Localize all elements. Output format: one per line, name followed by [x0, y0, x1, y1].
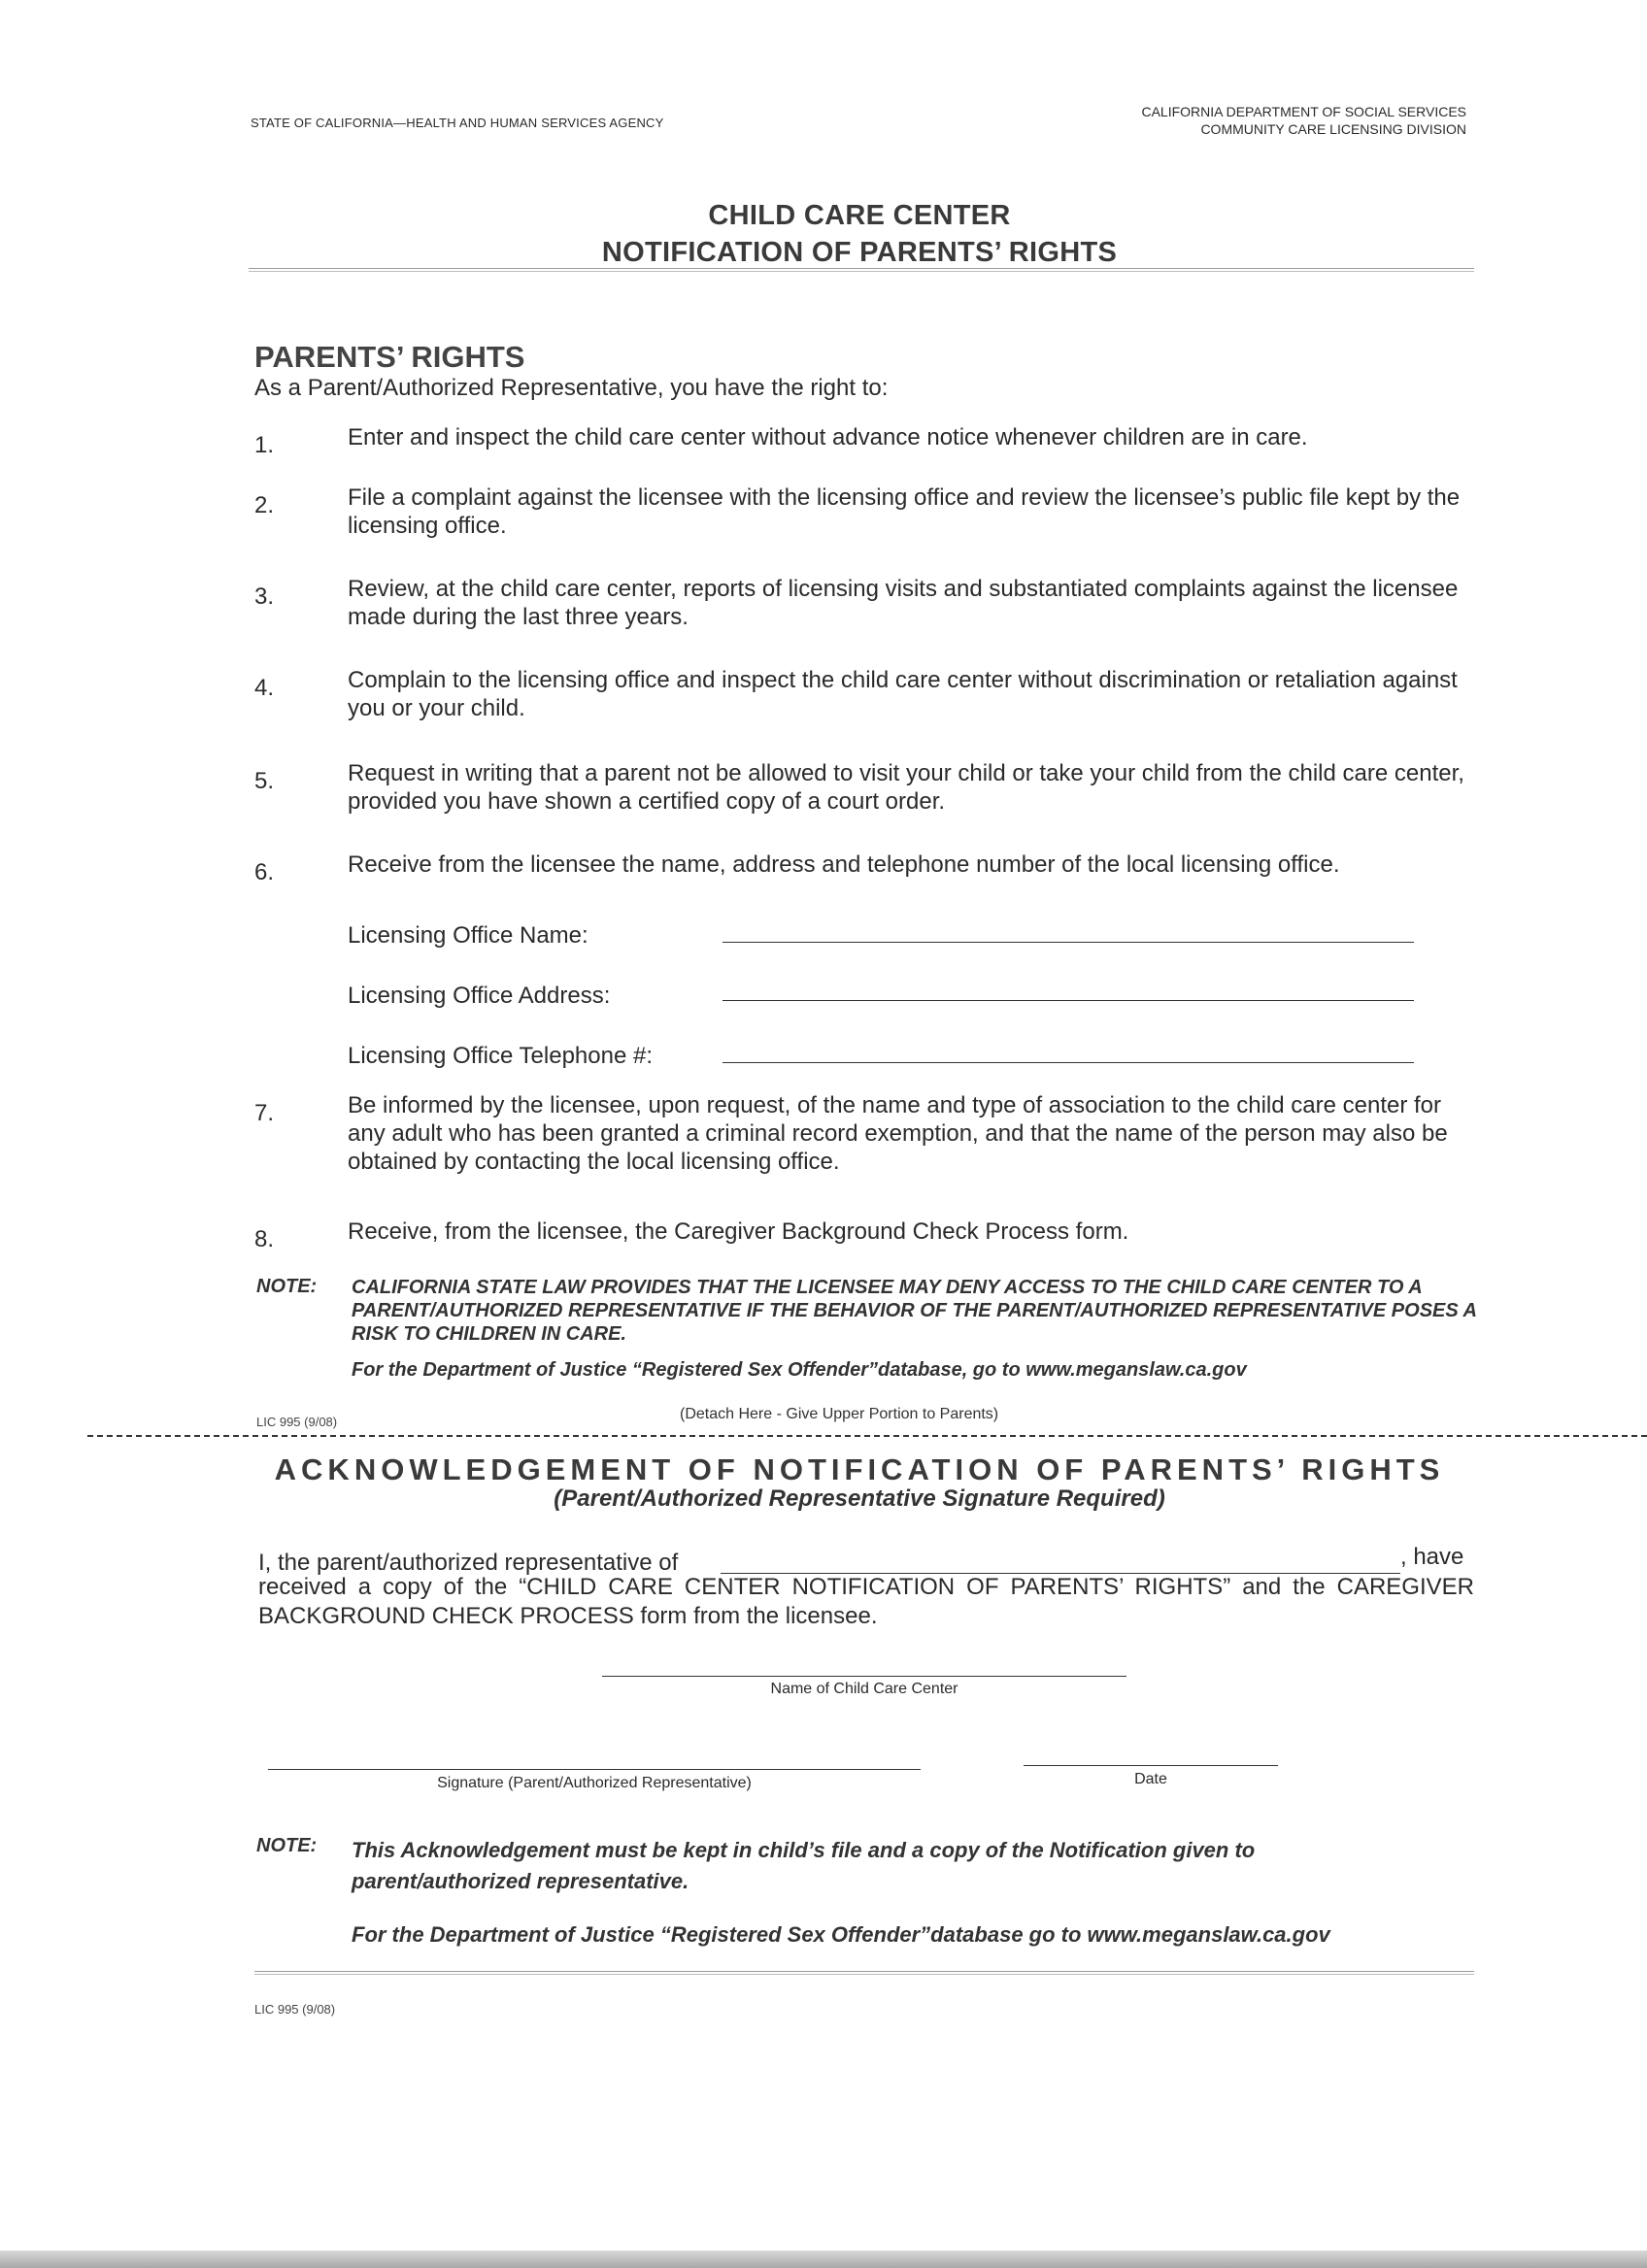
office-phone-field[interactable] [723, 1062, 1414, 1063]
agency-name: STATE OF CALIFORNIA—HEALTH AND HUMAN SERVICES AGENCY [251, 116, 664, 130]
item-text: Review, at the child care center, reports of licensing visits and substantiated complaints against the licensee made during the last three years. [348, 576, 1459, 630]
item-text: Receive from the licensee the name, address and telephone number of the local licensing office. [348, 851, 1340, 878]
item-number: 1. [254, 432, 275, 458]
document-title-line-2: NOTIFICATION OF PARENTS’ RIGHTS [601, 237, 1118, 268]
item-number: 4. [254, 675, 275, 701]
center-name-caption: Name of Child Care Center [770, 1681, 958, 1697]
item-text: Complain to the licensing office and inspect the child care center without discrimination or retaliation against you or your child. [348, 667, 1458, 721]
item-number: 8. [254, 1226, 275, 1252]
doj-notice: For the Department of Justice “Registered Sex Offender”database go to www.meganslaw.ca.gov [352, 1922, 1330, 1947]
acknowledgement-start: I, the parent/authorized representative of [258, 1550, 679, 1576]
acknowledgement-text: received a copy of the “CHILD CARE CENTER NOTIFICATION OF PARENTS’ RIGHTS” and the CAREGIVER BACKGROUND CHECK PROCESS form from the licensee. [258, 1574, 1474, 1629]
office-name-label: Licensing Office Name: [348, 922, 588, 949]
office-phone-label: Licensing Office Telephone #: [348, 1043, 654, 1069]
note-label: NOTE: [256, 1835, 318, 1856]
item-text: Be informed by the licensee, upon request, of the name and type of association to the child care center for any adult who has been granted a criminal record exemption, and that the name of the person may also be obtained by contacting the local licensing office. [348, 1092, 1448, 1175]
item-number: 2. [254, 492, 275, 518]
item-number: 7. [254, 1100, 275, 1126]
item-number: 3. [254, 584, 275, 610]
office-address-label: Licensing Office Address: [348, 983, 611, 1009]
footer-form-id: LIC 995 (9/08) [254, 2002, 336, 2017]
section-heading: PARENTS’ RIGHTS [254, 340, 525, 374]
date-field[interactable] [1024, 1765, 1278, 1766]
title-rule [249, 268, 1474, 272]
item-number: 6. [254, 859, 275, 885]
note-text: This Acknowledgement must be kept in child’s file and a copy of the Notification given to parent/authorized representative. [352, 1838, 1256, 1893]
footer-rule [254, 1971, 1474, 1975]
department-line-2: COMMUNITY CARE LICENSING DIVISION [1200, 121, 1466, 137]
doj-notice: For the Department of Justice “Registered Sex Offender”database, go to www.meganslaw.ca.gov [352, 1359, 1247, 1381]
acknowledgement-title: ACKNOWLEDGEMENT OF NOTIFICATION OF PARENTS’ RIGHTS [274, 1452, 1445, 1486]
item-text: Receive, from the licensee, the Caregiver Background Check Process form. [348, 1218, 1129, 1245]
office-name-field[interactable] [723, 942, 1414, 943]
department-line-1: CALIFORNIA DEPARTMENT OF SOCIAL SERVICES [1141, 104, 1466, 119]
center-name-field[interactable] [602, 1676, 1126, 1677]
document-title-line-1: CHILD CARE CENTER [708, 200, 1011, 231]
item-text: File a complaint against the licensee with the licensing office and review the licensee’s public file kept by the licensing office. [348, 484, 1461, 539]
item-number: 5. [254, 768, 275, 794]
office-address-field[interactable] [723, 1000, 1414, 1001]
department-name [1141, 103, 1466, 138]
item-text: Request in writing that a parent not be allowed to visit your child or take your child from the child care center, provided you have shown a certified copy of a court order. [348, 760, 1464, 815]
detach-instruction: (Detach Here - Give Upper Portion to Parents) [680, 1406, 999, 1422]
note-text: CALIFORNIA STATE LAW PROVIDES THAT THE LICENSEE MAY DENY ACCESS TO THE CHILD CARE CENTER TO A PARENT/AUTHORIZED REPRESENTATIVE IF THE BEHAVIOR OF THE PARENT/AUTHORIZED REPRESENTATIVE POSES A RISK TO CHILDREN IN CARE. [352, 1277, 1477, 1345]
note-label: NOTE: [256, 1276, 318, 1297]
scan-edge [0, 2251, 1647, 2268]
item-text: Enter and inspect the child care center without advance notice whenever children are in care. [348, 424, 1308, 450]
form-id: LIC 995 (9/08) [256, 1415, 338, 1429]
acknowledgement-subtitle: (Parent/Authorized Representative Signature Required) [554, 1485, 1165, 1512]
detach-line [87, 1435, 1647, 1437]
signature-field[interactable] [268, 1769, 921, 1770]
date-caption: Date [1134, 1771, 1167, 1787]
signature-caption: Signature (Parent/Authorized Representative) [437, 1775, 752, 1791]
acknowledgement-have: , have [1400, 1544, 1464, 1570]
intro-text: As a Parent/Authorized Representative, you have the right to: [254, 375, 889, 401]
